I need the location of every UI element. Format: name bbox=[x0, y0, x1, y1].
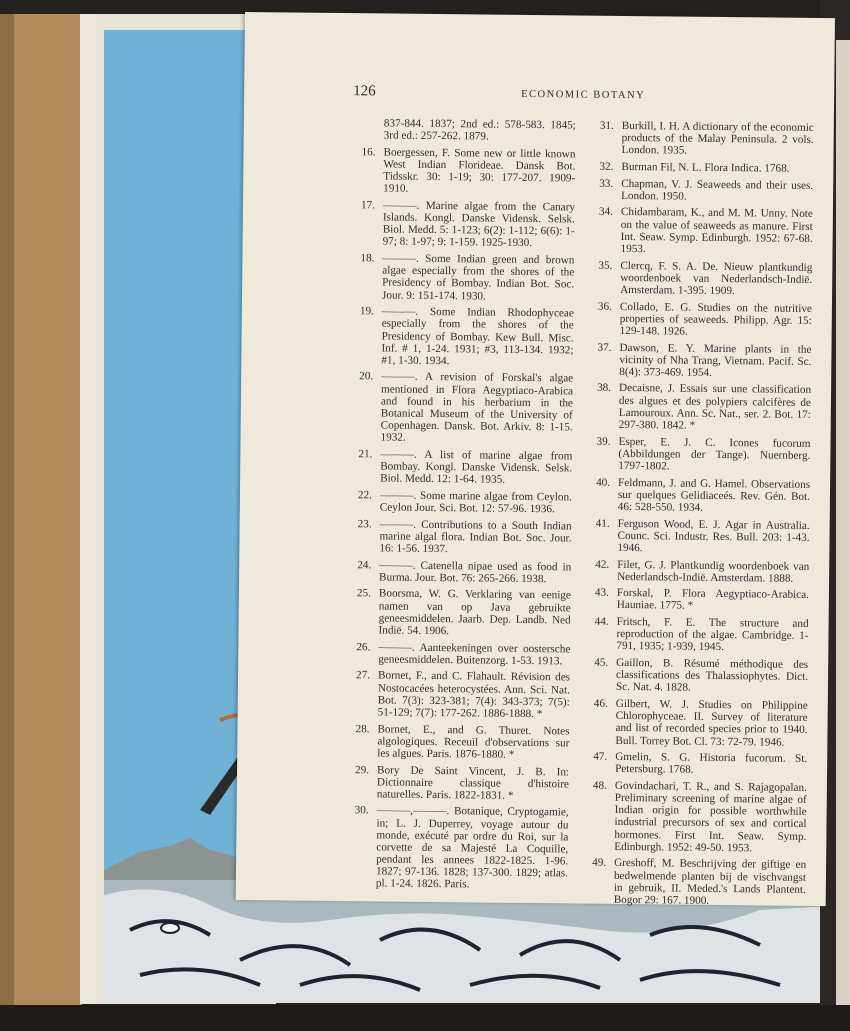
reference-entry bbox=[350, 448, 572, 487]
running-head: ECONOMIC BOTANY bbox=[521, 88, 646, 102]
reference-number: 33. bbox=[599, 177, 614, 190]
reference-entry bbox=[350, 371, 573, 446]
reference-number: 31. bbox=[599, 119, 614, 132]
reference-entry bbox=[585, 751, 807, 778]
reference-number: 27. bbox=[356, 669, 371, 682]
reference-entry bbox=[584, 780, 807, 855]
reference-number: 19. bbox=[359, 305, 374, 318]
reference-entry bbox=[590, 206, 812, 257]
reference-text: Dawson, E. Y. Marine plants in the vicinity of Nha Trang, Vietnam. Pacif. Sc. 8(4): 373-469. 1954. bbox=[619, 341, 812, 379]
reference-entry bbox=[589, 382, 811, 433]
reference-entry bbox=[346, 805, 569, 892]
reference-number: 18. bbox=[360, 252, 375, 265]
reference-text: Forskal, P. Flora Aegyptiaco-Arabica. Hauniae. 1775. * bbox=[616, 587, 809, 613]
reference-number: 34. bbox=[598, 206, 613, 219]
reference-text: Bornet, E., and G. Thuret. Notes algologiques. Receuil d'observations sur les algues. Paris. 1876-1880. * bbox=[377, 722, 570, 761]
reference-text: ———. Some Indian Rhodophyceae especially from the shores of the Presidency of Bombay. Kew Bull. Misc. Inf. # 1, 1-24. 1931; #3, 113-134. 1932; #1, 1-30. 1934. bbox=[381, 305, 574, 367]
reference-entry bbox=[347, 723, 569, 762]
reference-number: 41. bbox=[595, 517, 610, 530]
reference-entry bbox=[353, 146, 575, 197]
reference-entry bbox=[590, 259, 812, 298]
reference-number: 25. bbox=[356, 587, 371, 600]
reference-text: Chapman, V. J. Seaweeds and their uses. London. 1950. bbox=[621, 177, 814, 203]
reference-text: 837-844. 1837; 2nd ed.: 578-583. 1845; 3rd ed.: 257-262. 1879. bbox=[383, 117, 576, 143]
reference-number: 47. bbox=[593, 750, 608, 764]
reference-entry bbox=[587, 517, 809, 556]
reference-text: ———. Catenella nipae used as food in Burma. Jour. Bot. 76: 265-266. 1938. bbox=[379, 559, 572, 585]
reference-entry bbox=[591, 161, 813, 175]
reference-number: 26. bbox=[356, 640, 371, 653]
reference-text: Govindachari, T. R., and S. Rajagopalan. Preliminary screening of marine algae of Indian origin for possible worthwhile industrial precursors of sex and cortical hormones. First Int. Seaw. Symp. Edinburgh. 1952: 49-50. 1953. bbox=[614, 779, 807, 855]
reference-number: 37. bbox=[597, 341, 612, 354]
reference-entry bbox=[589, 341, 811, 380]
reference-number: 46. bbox=[593, 697, 608, 710]
reference-text: Boergessen, F. Some new or little known West Indian Florideae. Dansk Bot. Tidsskr. 30: 1-19; 30: 177-207. 1909-1910. bbox=[383, 146, 576, 196]
reference-text: ———. Some marine algae from Ceylon. Ceylon Jour. Sci. Bot. 12: 57-96. 1936. bbox=[379, 489, 572, 516]
reference-number: 45. bbox=[594, 656, 609, 669]
reference-text: Collado, E. G. Studies on the nutritive properties of seaweeds. Philipp. Agr. 15: 129-148. 1926. bbox=[619, 300, 812, 338]
reference-text: Burkill, I. H. A dictionary of the economic products of the Malay Peninsula. 2 vols. London. 1935. bbox=[621, 119, 814, 157]
reference-number: 22. bbox=[357, 489, 373, 502]
reference-text: Ferguson Wood, E. J. Agar in Australia. Counc. Sci. Industr. Res. Bull. 203: 1-43. 1946. bbox=[617, 517, 810, 555]
reference-number: 28. bbox=[355, 722, 370, 735]
reference-number: 20. bbox=[359, 370, 374, 383]
reference-number: 39. bbox=[596, 435, 611, 448]
reference-entry bbox=[592, 120, 814, 159]
reference-entry bbox=[348, 588, 570, 639]
book-page bbox=[236, 12, 835, 906]
reference-entry bbox=[349, 559, 571, 586]
reference-entry bbox=[350, 489, 572, 516]
references-left-column bbox=[346, 117, 576, 896]
reference-text: ———. Aanteekeningen over oostersche geneesmiddelen. Buitenzorg. 1-53. 1913. bbox=[378, 641, 571, 668]
reference-text: Burman Fil, N. L. Flora Indica. 1768. bbox=[621, 160, 790, 175]
reference-entry bbox=[348, 641, 570, 668]
reference-text: Filet, G. J. Plantkundig woordenboek van Nederlandsch-Indië. Amsterdam. 1888. bbox=[617, 558, 810, 585]
reference-entry bbox=[588, 435, 810, 474]
reference-number: 42. bbox=[595, 558, 610, 571]
reference-number: 43. bbox=[594, 587, 609, 600]
reference-entry bbox=[584, 857, 806, 908]
reference-text: Gaillon, B. Résumé méthodique des classifications des Thalassiophytes. Dict. Sc. Nat. 4. 1828. bbox=[615, 657, 809, 695]
reference-text: ———. Marine algae from the Canary Islands. Kongl. Danske Vidensk. Selsk. Biol. Medd. 5: 1-123; 6(2): 1-112; 6(6): 1-97; 8: 1-97; 9: 1-159. 1925-1930. bbox=[382, 199, 576, 250]
reference-entry bbox=[354, 117, 576, 144]
reference-text: Esper, E. J. C. Icones fucorum (Abbildungen der Tange). Nuernberg. 1797-1802. bbox=[618, 435, 811, 473]
reference-entry bbox=[586, 657, 808, 696]
reference-entry bbox=[349, 518, 571, 557]
page-number: 126 bbox=[353, 83, 376, 100]
reference-number: 24. bbox=[357, 558, 372, 572]
reference-text: Greshoff, M. Beschrijving der giftige en bedwelmende planten bij de vischvangst in gebruik, II. Meded.'s Lands Plantent. Bogor 29: 167. 1900. bbox=[613, 857, 807, 907]
reference-number: 16. bbox=[361, 146, 376, 159]
reference-text: Boorsma, W. G. Verklaring van eenige namen van op Java gebruikte geneesmiddelen. Jaarb. Dep. Landb. Ned Indië. 54. 1906. bbox=[378, 587, 571, 638]
reference-number: 49. bbox=[592, 857, 607, 870]
reference-entry bbox=[347, 764, 569, 803]
reference-entry bbox=[587, 558, 809, 585]
reference-entry bbox=[585, 698, 807, 749]
reference-text: ———. Some Indian green and brown algae especially from the shores of the Presidency of Bombay. Indian Bot. Soc. Jour. 9: 151-174. 1930. bbox=[381, 252, 575, 303]
reference-text: Clercq, F. S. A. De. Nieuw plantkundig woordenboek van Nederlandsch-Indië. Amsterdam. 1-395. 1909. bbox=[620, 259, 813, 298]
reference-entry bbox=[351, 305, 574, 368]
reference-number: 40. bbox=[596, 476, 611, 489]
reference-number: 35. bbox=[598, 259, 613, 272]
reference-text: ———,———. Botanique, Cryptogamie, in; L. J. Duperrey, voyage autour du monde, exécuté par ordre du Roi, sur la corvette de sa Majesté La Coquille, pendant les annees 1822-1825. 1-96. 1827; 97-136. 1828; 137-300. 1829; atlas. pl. 1-24. 1826. Paris. bbox=[375, 804, 569, 891]
reference-entry bbox=[591, 177, 813, 204]
reference-text: Bory De Saint Vincent, J. B. In: Dictionnaire classique d'histoire naturelles. Paris. 1822-1831. * bbox=[376, 763, 570, 802]
reference-number: 38. bbox=[597, 382, 612, 395]
reference-text: Gilbert, W. J. Studies on Philippine Chlorophyceae. II. Survey of literature and list of recorded species prior to 1940. Bull. Torrey Bot. Cl. 73: 72-79. 1946. bbox=[615, 697, 808, 749]
reference-entry bbox=[348, 670, 570, 721]
reference-text: ———. A revision of Forskal's algae mentioned in Flora Aegyptiaco-Arabica and found in his herbarium in the Botanical Museum of the University of Copenhagen. Dansk. Bot. Arkiv. 8: 1-15. 1932. bbox=[380, 370, 574, 444]
reference-entry bbox=[352, 252, 574, 303]
reference-number: 17. bbox=[360, 199, 376, 212]
reference-text: ———. Contributions to a South Indian marine algal flora. Indian Bot. Soc. Jour. 16: 1-56. 1937. bbox=[379, 518, 572, 556]
reference-number: 21. bbox=[358, 448, 373, 461]
reference-text: Gmelin, S. G. Historia fucorum. St. Petersburg. 1768. bbox=[615, 751, 808, 777]
reference-entry bbox=[588, 476, 810, 515]
reference-number: 36. bbox=[597, 300, 613, 313]
reference-entry bbox=[586, 616, 808, 655]
reference-text: Chidambaram, K., and M. M. Unny. Note on the value of seaweeds as manure. First Int. Seaw. Symp. Edinburgh. 1952: 67-68. 1953. bbox=[620, 206, 813, 256]
reference-text: Decaisne, J. Essais sur une classification des algues et des polypiers calcifères de Lamouroux. Ann. Sc. Nat., ser. 2. Bot. 17: 297-380. 1842. * bbox=[618, 382, 812, 432]
reference-number: 23. bbox=[357, 517, 372, 531]
reference-entry bbox=[587, 587, 809, 614]
reference-number: 44. bbox=[594, 615, 609, 628]
reference-number: 29. bbox=[355, 763, 370, 776]
reference-entry bbox=[353, 199, 575, 250]
reference-number: 32. bbox=[599, 160, 614, 173]
reference-text: Fritsch, F. E. The structure and reproduction of the algae. Cambridge. 1-791, 1935; 1-939, 1945. bbox=[616, 616, 809, 654]
references-right-column bbox=[584, 120, 814, 913]
reference-number: 30. bbox=[354, 804, 369, 817]
reference-number: 48. bbox=[592, 779, 607, 792]
reference-text: Bornet, F., and C. Flahault. Révision des Nostocacées heterocystées. Ann. Sci. Nat. Bot. 7(3): 323-381; 7(4): 343-373; 7(5): 51-129; 7(7): 177-262. 1886-1888. * bbox=[377, 669, 571, 721]
reference-entry bbox=[590, 300, 812, 339]
reference-text: ———. A list of marine algae from Bombay. Kongl. Danske Vidensk. Selsk. Biol. Medd. 12: 1-64. 1935. bbox=[380, 448, 573, 486]
reference-text: Feldmann, J. and G. Hamel. Observations sur quelques Gelidiaceés. Rev. Gén. Bot. 46: 528-550. 1934. bbox=[617, 476, 811, 514]
